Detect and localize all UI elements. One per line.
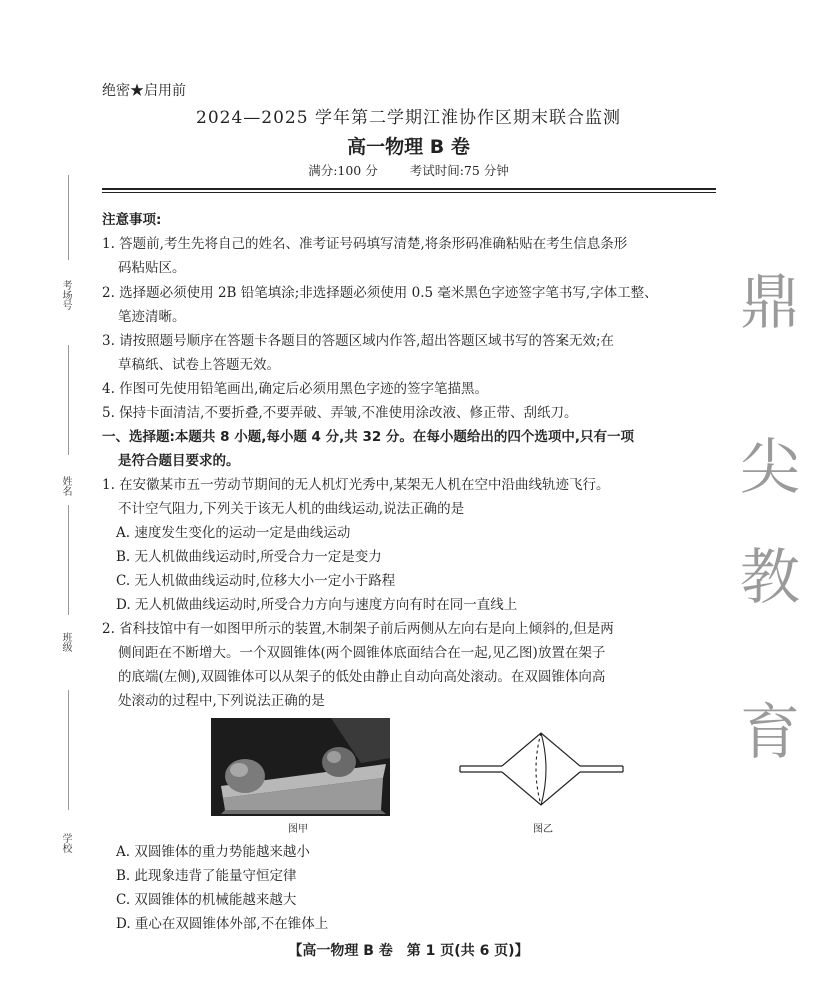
question-2-option-d: D. 重心在双圆锥体外部,不在锥体上 bbox=[116, 916, 329, 932]
exam-title: 2024—2025 学年第二学期江淮协作区期末联合监测 bbox=[196, 108, 621, 128]
watermark-char: 尖 bbox=[740, 433, 800, 503]
notice-line: 2. 选择题必须使用 2B 铅笔填涂;非选择题必须使用 0.5 毫米黑色字迹签字笔书写,字体工整、 bbox=[102, 285, 658, 301]
question-1-option-c: C. 无人机做曲线运动时,位移大小一定小于路程 bbox=[116, 573, 396, 589]
header-rule bbox=[102, 192, 716, 193]
question-2-option-c: C. 双圆锥体的机械能越来越大 bbox=[116, 892, 297, 908]
question-1-stem: 不计空气阻力,下列关于该无人机的曲线运动,说法正确的是 bbox=[118, 501, 465, 517]
notice-line: 1. 答题前,考生先将自己的姓名、准考证号码填写清楚,将条形码准确粘贴在考生信息条形 bbox=[102, 236, 628, 252]
question-1-option-a: A. 速度发生变化的运动一定是曲线运动 bbox=[116, 525, 351, 541]
page-footer: 【高一物理 B 卷 第 1 页(共 6 页)】 bbox=[288, 943, 529, 959]
watermark-char: 育 bbox=[740, 698, 800, 768]
notice-line: 5. 保持卡面清洁,不要折叠,不要弄破、弄皱,不准使用涂改液、修正带、刮纸刀。 bbox=[102, 405, 578, 421]
header-rule bbox=[102, 188, 716, 190]
exam-meta bbox=[0, 161, 817, 179]
notice-line: 草稿纸、试卷上答题无效。 bbox=[118, 357, 280, 373]
notice-line: 码粘贴区。 bbox=[118, 260, 186, 276]
secret-mark: 绝密★启用前 bbox=[102, 83, 186, 99]
figure-jia-photo bbox=[211, 718, 390, 816]
watermark-char: 教 bbox=[740, 543, 800, 613]
question-2-stem: 处滚动的过程中,下列说法正确的是 bbox=[118, 693, 325, 709]
section-heading: 是符合题目要求的。 bbox=[118, 453, 240, 469]
margin-label-kaohao: 考场号 bbox=[60, 280, 71, 310]
figure-jia-drawing bbox=[211, 718, 390, 816]
margin-label-school: 学校 bbox=[60, 833, 71, 853]
figure-yi-double-cone bbox=[455, 728, 630, 818]
binding-line bbox=[68, 175, 69, 260]
section-heading: 一、选择题:本题共 8 小题,每小题 4 分,共 32 分。在每小题给出的四个选项中,只有一项 bbox=[102, 429, 635, 445]
question-1-option-b: B. 无人机做曲线运动时,所受合力一定是变力 bbox=[116, 549, 382, 565]
binding-line bbox=[68, 345, 69, 455]
figure-yi-label: 图乙 bbox=[533, 824, 553, 835]
watermark-char: 鼎 bbox=[740, 268, 800, 338]
notice-line: 3. 请按照题号顺序在答题卡各题目的答题区域内作答,超出答题区域书写的答案无效;在 bbox=[102, 333, 615, 349]
question-1-option-d: D. 无人机做曲线运动时,所受合力方向与速度方向有时在同一直线上 bbox=[116, 597, 518, 613]
question-1-stem: 1. 在安徽某市五一劳动节期间的无人机灯光秀中,某架无人机在空中沿曲线轨迹飞行。 bbox=[102, 477, 610, 493]
binding-line bbox=[68, 505, 69, 615]
question-2-option-a: A. 双圆锥体的重力势能越来越小 bbox=[116, 844, 310, 860]
exam-time: 考试时间:75 分钟 bbox=[409, 163, 509, 178]
exam-subtitle: 高一物理 B 卷 bbox=[347, 136, 470, 158]
notice-line: 4. 作图可先使用铅笔画出,确定后必须用黑色字迹的签字笔描黑。 bbox=[102, 381, 488, 397]
figure-jia-label: 图甲 bbox=[288, 824, 308, 835]
question-2-stem: 2. 省科技馆中有一如图甲所示的装置,木制架子前后两侧从左向右是向上倾斜的,但是两 bbox=[102, 621, 614, 637]
notice-title: 注意事项: bbox=[102, 212, 162, 228]
margin-label-name: 姓名 bbox=[60, 476, 71, 496]
notice-line: 笔迹清晰。 bbox=[118, 309, 186, 325]
full-score: 满分:100 分 bbox=[308, 163, 378, 178]
margin-label-class: 班级 bbox=[60, 632, 71, 652]
question-2-stem: 侧间距在不断增大。一个双圆锥体(两个圆锥体底面结合在一起,见乙图)放置在架子 bbox=[118, 645, 606, 661]
question-2-stem: 的底端(左侧),双圆锥体可以从架子的低处由静止自动向高处滚动。在双圆锥体向高 bbox=[118, 669, 606, 685]
question-2-option-b: B. 此现象违背了能量守恒定律 bbox=[116, 868, 297, 884]
binding-line bbox=[68, 690, 69, 810]
